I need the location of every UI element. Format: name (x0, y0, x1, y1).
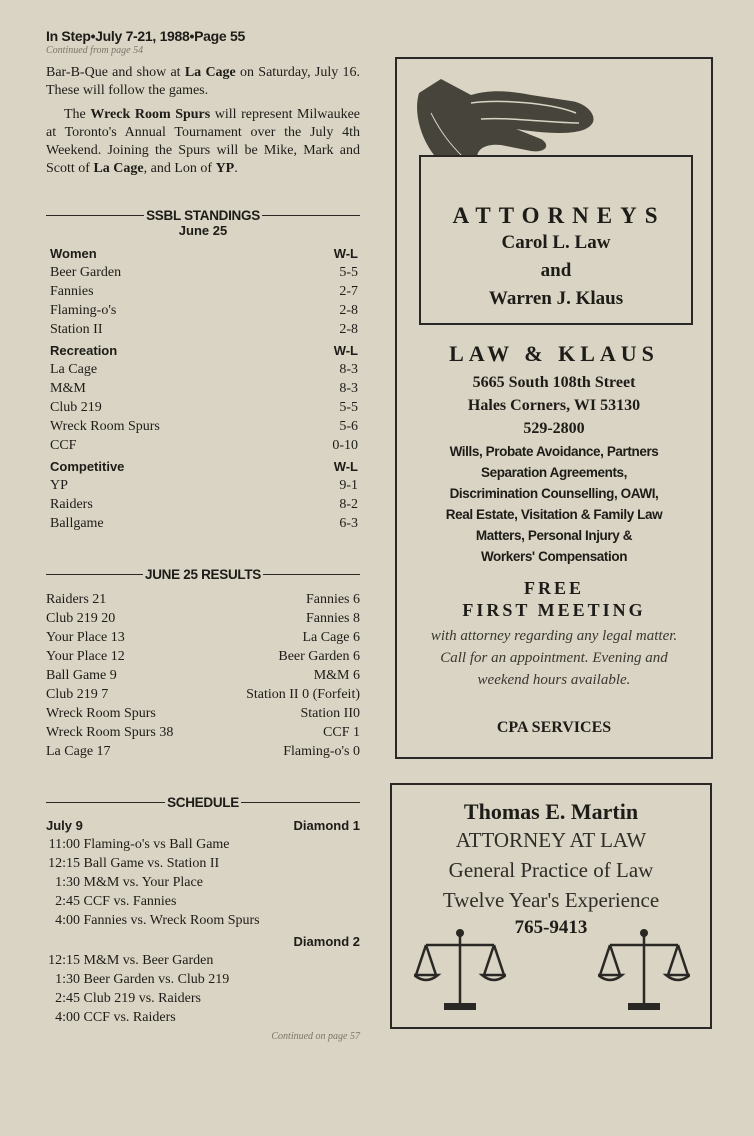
standings-team-row (50, 495, 358, 514)
meeting-note: with attorney regarding any legal matter. Call for an appointment. Evening and weekend hours available. (430, 628, 678, 688)
firm-name: LAW & KLAUS (449, 341, 659, 366)
standings-heading: SSBL STANDINGS (46, 208, 360, 223)
standings-team-row (50, 360, 358, 379)
team-name: Wreck Room Spurs (50, 419, 160, 434)
result-loser: Flaming-o's 0 (283, 744, 360, 759)
martin-name: Thomas E. Martin (463, 799, 639, 824)
group-name: Competitive (50, 459, 125, 474)
team-name: M&M (50, 381, 86, 396)
schedule-game-row (46, 1008, 360, 1027)
team-record: 8-3 (339, 381, 358, 396)
standings-team-row (50, 282, 358, 301)
game-time: 4:00 (55, 1010, 80, 1025)
game-match: Club 219 vs. Raiders (80, 991, 201, 1006)
standings-team-row (50, 417, 358, 436)
game-match: Flaming-o's vs Ball Game (80, 837, 230, 852)
result-winner: Club 219 7 (46, 687, 109, 702)
results-table (46, 590, 360, 761)
attorney-and: and (540, 260, 572, 281)
result-loser: Beer Garden 6 (278, 649, 360, 664)
game-match: M&M vs. Beer Garden (80, 953, 214, 968)
service-line: Discrimination Counselling, OAWI, (449, 486, 659, 501)
team-name: Fannies (50, 284, 94, 299)
result-row (46, 628, 360, 647)
schedule-heading: SCHEDULE (46, 795, 360, 810)
service-line: Workers' Compensation (480, 549, 628, 564)
firm-address: 5665 South 108th Street Hales Corners, WI 53130 529-2800 (467, 374, 641, 437)
cpa-services: CPA SERVICES (496, 719, 612, 736)
service-line: Real Estate, Visitation & Family Law (445, 507, 663, 522)
game-match: Beer Garden vs. Club 219 (80, 972, 230, 987)
schedule-game-row (46, 873, 360, 892)
team-record: 2-8 (339, 303, 358, 318)
team-record: 8-2 (339, 497, 358, 512)
result-row (46, 723, 360, 742)
game-match: CCF vs. Fannies (80, 894, 177, 909)
schedule-game-row (46, 911, 360, 930)
group-col-label: W-L (333, 343, 358, 358)
results-heading: JUNE 25 RESULTS (46, 567, 360, 582)
team-record: 5-5 (339, 400, 358, 415)
result-winner: Club 219 20 (46, 611, 116, 626)
standings-team-row (50, 263, 358, 282)
result-row (46, 742, 360, 761)
standings-team-row (50, 436, 358, 455)
schedule-game-row (46, 892, 360, 911)
group-col-label: W-L (333, 246, 358, 261)
standings-group-row (50, 341, 358, 360)
standings-group-row (50, 457, 358, 476)
team-name: Club 219 (50, 400, 102, 415)
page-header: In Step•July 7-21, 1988•Page 55 (46, 28, 245, 44)
result-loser: Station II0 (300, 706, 360, 721)
martin-experience: Twelve Year's Experience (442, 888, 660, 912)
result-loser: Station II 0 (Forfeit) (246, 687, 360, 702)
result-loser: M&M 6 (313, 668, 360, 683)
diamond2-row: Diamond 2 (293, 934, 360, 949)
result-row (46, 609, 360, 628)
team-name: Raiders (50, 497, 93, 512)
team-record: 5-5 (339, 265, 358, 280)
team-record: 9-1 (339, 478, 358, 493)
schedule-game-row (46, 854, 360, 873)
game-time: 2:45 (55, 991, 80, 1006)
result-row (46, 704, 360, 723)
martin-practice: General Practice of Law (448, 858, 654, 882)
result-loser: La Cage 6 (302, 630, 360, 645)
scales-of-justice-icon (414, 923, 506, 1015)
game-time: 4:00 (55, 913, 80, 928)
team-name: Station II (50, 322, 103, 337)
martin-title: ATTORNEY AT LAW (455, 828, 647, 852)
game-match: M&M vs. Your Place (80, 875, 203, 890)
standings-team-row (50, 379, 358, 398)
team-name: Ballgame (50, 516, 104, 531)
game-time: 11:00 (48, 837, 80, 852)
team-record: 2-7 (339, 284, 358, 299)
group-name: Recreation (50, 343, 118, 358)
schedule-list (46, 816, 360, 1027)
game-time: 12:15 (48, 856, 80, 871)
schedule-game-row (46, 970, 360, 989)
result-winner: Ball Game 9 (46, 668, 117, 683)
game-time: 1:30 (55, 972, 80, 987)
attorney-name-2: Warren J. Klaus (488, 288, 624, 309)
standings-group-row (50, 244, 358, 263)
game-time: 1:30 (55, 875, 80, 890)
team-record: 5-6 (339, 419, 358, 434)
standings-team-row (50, 476, 358, 495)
team-name: CCF (50, 438, 77, 453)
intro-paragraph-2: The Wreck Room Spurs will represent Milwaukee at Toronto's Annual Tournament over the July 4th Weekend. Joining the Spurs will be Mike, Mark and Scott of La Cage, and Lon of YP. (46, 107, 361, 176)
law-klaus-ad (395, 57, 713, 759)
result-loser: Fannies 6 (305, 592, 360, 607)
team-name: YP (50, 478, 68, 493)
schedule-game-row (46, 951, 360, 970)
team-record: 6-3 (339, 516, 358, 531)
service-line: Separation Agreements, (481, 465, 627, 480)
result-winner: Wreck Room Spurs 38 (46, 725, 174, 740)
schedule-date-row: July 9 Diamond 1 (46, 818, 360, 833)
game-time: 2:45 (55, 894, 80, 909)
martin-ad (390, 783, 712, 1029)
team-record: 0-10 (332, 438, 358, 453)
free-first-meeting: FREE FIRST MEETING (462, 578, 646, 620)
schedule-game-row (46, 835, 360, 854)
result-loser: Fannies 8 (305, 611, 360, 626)
attorneys-card (419, 155, 693, 325)
game-match: Ball Game vs. Station II (80, 856, 220, 871)
result-loser: CCF 1 (323, 725, 360, 740)
game-match: Fannies vs. Wreck Room Spurs (80, 913, 260, 928)
result-row (46, 647, 360, 666)
intro-paragraph-1: Bar-B-Que and show at La Cage on Saturday, July 16. These will follow the games. (46, 65, 360, 98)
team-record: 2-8 (339, 322, 358, 337)
service-line: Matters, Personal Injury & (475, 528, 633, 543)
result-row (46, 666, 360, 685)
result-winner: Raiders 21 (46, 592, 107, 607)
standings-date: June 25 (178, 223, 228, 238)
result-winner: Your Place 12 (46, 649, 125, 664)
service-line: Wills, Probate Avoidance, Partners (449, 444, 659, 459)
services-list (403, 441, 705, 567)
attorney-name-1: Carol L. Law (501, 232, 611, 253)
team-record: 8-3 (339, 362, 358, 377)
result-row (46, 590, 360, 609)
result-winner: Wreck Room Spurs (46, 706, 156, 721)
attorneys-title: ATTORNEYS (452, 203, 666, 228)
continued-on: Continued on page 57 (271, 1031, 360, 1042)
standings-team-row (50, 398, 358, 417)
game-match: CCF vs. Raiders (80, 1010, 176, 1025)
team-name: La Cage (50, 362, 98, 377)
martin-phone: 765-9413 (514, 917, 588, 938)
standings-table (46, 244, 360, 533)
game-time: 12:15 (48, 953, 80, 968)
team-name: Flaming-o's (50, 303, 117, 318)
standings-team-row (50, 301, 358, 320)
schedule-game-row (46, 989, 360, 1008)
result-winner: La Cage 17 (46, 744, 111, 759)
standings-team-row (50, 320, 358, 339)
continued-from: Continued from page 54 (46, 45, 144, 56)
team-name: Beer Garden (50, 265, 122, 280)
group-name: Women (50, 246, 97, 261)
group-col-label: W-L (333, 459, 358, 474)
scales-of-justice-icon (598, 923, 690, 1015)
standings-team-row (50, 514, 358, 533)
left-column (46, 28, 360, 1042)
result-row (46, 685, 360, 704)
result-winner: Your Place 13 (46, 630, 125, 645)
